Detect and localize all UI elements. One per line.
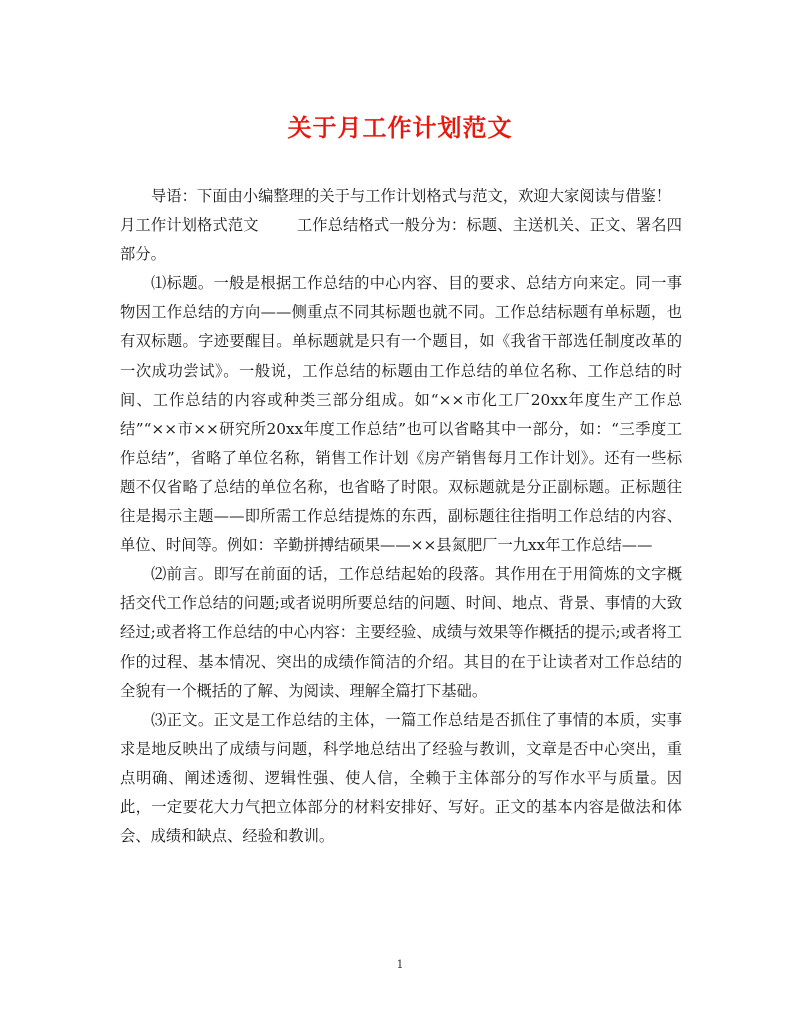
document-body (120, 182, 682, 851)
main-text-section-paragraph: ⑶正文。正文是工作总结的主体，一篇工作总结是否抓住了事情的本质，实事求是地反映出了成绩与问题，科学地总结出了经验与教训，文章是否中心突出，重点明确、阐述透彻、逻辑性强、使人信，全赖于主体部分的写作水平与质量。因此，一定要花大力气把立体部分的材料安排好、写好。正文的基本内容是做法和体会、成绩和缺点、经验和教训。 (120, 710, 682, 846)
document-title: 关于月工作计划范文 (287, 113, 513, 142)
format-paragraph (120, 211, 682, 269)
format-label: 月工作计划格式范文 (120, 216, 259, 235)
intro-paragraph: 导语：下面由小编整理的关于与工作计划格式与范文，欢迎大家阅读与借鉴！ (151, 187, 672, 205)
page-number: 1 (396, 958, 404, 971)
format-text: 工作总结格式一般分为：标题、主送机关、正文、署名四部分。 (120, 216, 682, 264)
preface-section-paragraph: ⑵前言。即写在前面的话，工作总结起始的段落。其作用在于用简炼的文字概括交代工作总结的问题;或者说明所要总结的问题、时间、地点、背景、事情的大致经过;或者将工作总结的中心内容：主要经验、成绩与效果等作概括的提示;或者将工作的过程、基本情况、突出的成绩作简洁的介绍。其目的在于让读者对工作总结的全貌有一个概括的了解、为阅读、理解全篇打下基础。 (120, 565, 682, 700)
title-section-paragraph: ⑴标题。一般是根据工作总结的中心内容、目的要求、总结方向来定。同一事物因工作总结的方向——侧重点不同其标题也就不同。工作总结标题有单标题，也有双标题。字迹要醒目。单标题就是只有一个题目，如《我省干部选任制度改革的一次成功尝试》。一般说，工作总结的标题由工作总结的单位名称、工作总结的时间、工作总结的内容或种类三部分组成。如“××市化工厂20xx年度生产工作总结”“××市××研究所20xx年度工作总结”也可以省略其中一部分，如：“三季度工作总结”，省略了单位名称，销售工作计划《房产销售每月工作计划》。还有一些标题不仅省略了总结的单位名称，也省略了时限。双标题就是分正副标题。正标题往往是揭示主题——即所需工作总结提炼的东西，副标题往往指明工作总结的内容、单位、时间等。例如：辛勤拼搏结硕果——××县氮肥厂一九xx年工作总结—— (120, 274, 682, 555)
